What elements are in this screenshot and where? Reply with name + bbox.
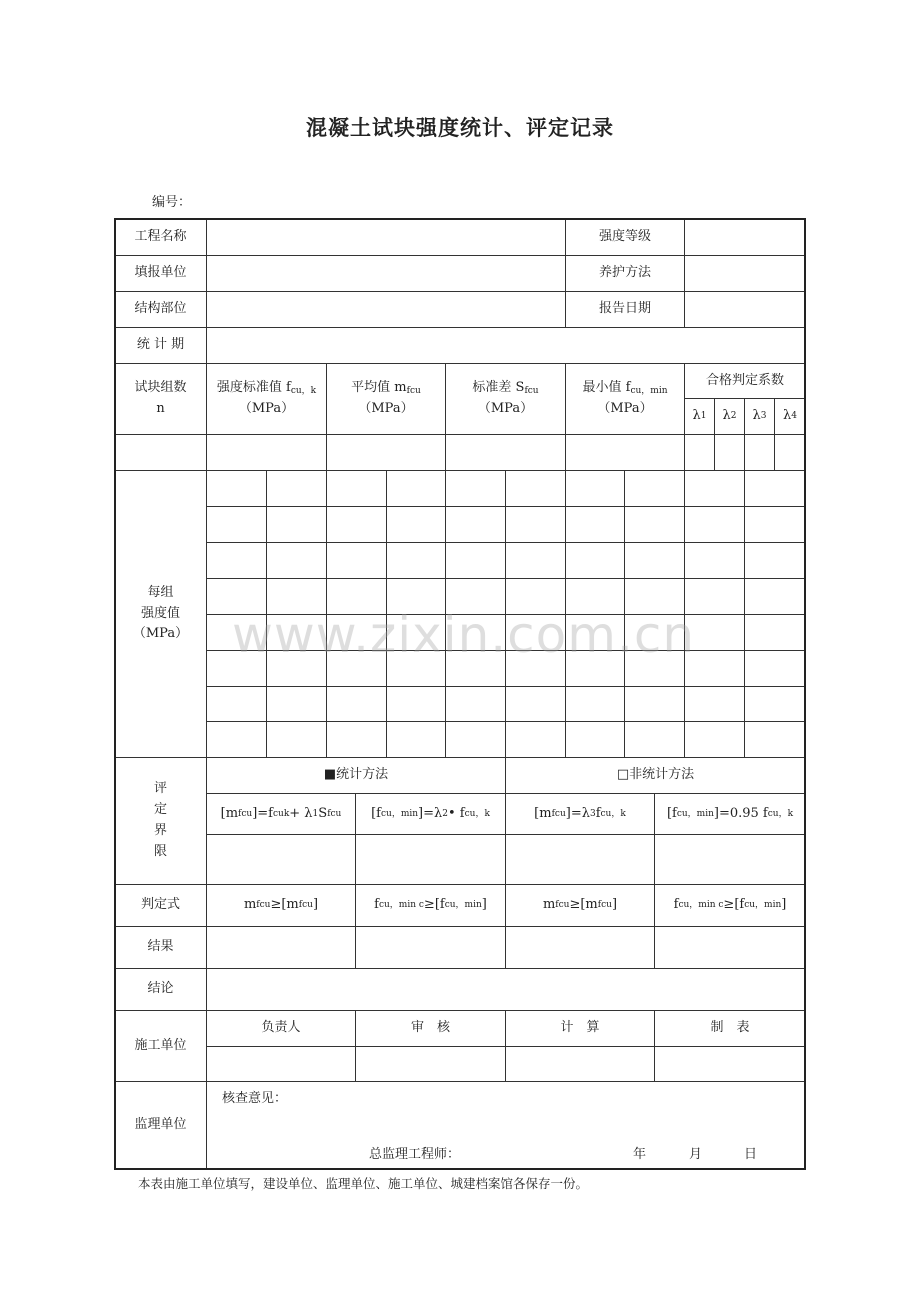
label-std-dev: 标准差 $S_{fcu}$ （MPa） [445,363,566,435]
strength-value-cell[interactable] [445,686,506,722]
day-label: 日 [744,1147,758,1162]
input-structure_part[interactable] [206,291,566,328]
input-stat-period[interactable] [206,327,806,364]
judge-formula-3: m fcu ≥[m fcu ] [505,884,655,927]
strength-value-cell[interactable] [744,506,806,543]
strength-value-cell[interactable] [206,542,267,579]
strength-value-cell[interactable] [326,686,387,722]
strength-value-cell[interactable] [206,470,267,507]
strength-value-cell[interactable] [386,686,446,722]
label-reporting_unit: 填报单位 [114,255,207,292]
strength-value-cell[interactable] [505,542,566,579]
label-eval-limits: 评 定 界 限 [114,757,207,885]
stat-value-cell[interactable] [565,434,685,471]
result-cell[interactable] [505,926,655,969]
group-count-n: n [156,401,165,416]
strength-value-cell[interactable] [684,721,745,758]
judge-formula-1: m fcu ≥[m fcu ] [206,884,356,927]
label-judge: 判定式 [114,884,207,927]
formula-1: [m fcu ]=f cuk + λ 1 S fcu [206,793,356,835]
strength-value-cell[interactable] [505,506,566,543]
label-avg-value: 平均值 $m_{fcu}$ （MPa） [326,363,446,435]
strength-value-cell[interactable] [266,470,327,507]
strength-value-cell[interactable] [206,686,267,722]
strength-value-cell[interactable] [684,542,745,579]
label-supervision-unit: 监理单位 [114,1081,207,1170]
strength-value-cell[interactable] [326,721,387,758]
stat-value-cell[interactable] [445,434,566,471]
signature-cell[interactable] [355,1046,506,1082]
strength-value-cell[interactable] [624,721,685,758]
label-review: 审 核 [355,1010,506,1047]
strength-value-cell[interactable] [386,470,446,507]
stat-value-cell[interactable] [206,434,327,471]
page-title: 混凝土试块强度统计、评定记录 [306,116,614,140]
signature-cell[interactable] [206,1046,356,1082]
strength-value-cell[interactable] [445,542,506,579]
limit-value-cell[interactable] [355,834,506,885]
strength-value-cell[interactable] [565,721,625,758]
input-project_name[interactable] [206,218,566,256]
label-lambda-4: λ 4 [774,398,806,435]
check-opinion-label: 核查意见： [222,1091,288,1106]
stat-method-option[interactable]: ■统计方法 [206,757,506,794]
strength-value-cell[interactable] [266,686,327,722]
lambda-value-cell[interactable] [744,434,775,471]
input-strength_grade[interactable] [684,218,806,256]
strength-value-cell[interactable] [326,470,387,507]
strength-value-cell[interactable] [624,506,685,543]
lambda-value-cell[interactable] [774,434,806,471]
nonstat-method-option[interactable]: □非统计方法 [505,757,806,794]
label-lambda-2: λ 2 [714,398,745,435]
label-report_date: 报告日期 [565,291,685,328]
label-responsible: 负责人 [206,1010,356,1047]
strength-value-cell[interactable] [505,470,566,507]
strength-value-cell[interactable] [744,686,806,722]
label-project_name: 工程名称 [114,218,207,256]
strength-value-cell[interactable] [744,721,806,758]
label-curing_method: 养护方法 [565,255,685,292]
strength-value-cell[interactable] [565,686,625,722]
strength-value-cell[interactable] [505,686,566,722]
strength-value-cell[interactable] [744,542,806,579]
strength-value-cell[interactable] [565,470,625,507]
label-lambda-1: λ 1 [684,398,715,435]
strength-value-cell[interactable] [206,506,267,543]
label-conclusion: 结论 [114,968,207,1011]
strength-value-cell[interactable] [445,506,506,543]
signature-cell[interactable] [505,1046,655,1082]
label-std-value: 强度标准值 $f_{cu,k}$ （MPa） [206,363,327,435]
label-group-count [114,363,207,435]
limit-value-cell[interactable] [505,834,655,885]
watermark: www.zixin.com.cn [232,606,696,664]
label-stat-period: 统 计 期 [114,327,207,364]
label-min-value: 最小值 $f_{cu,min}$ （MPa） [565,363,685,435]
result-cell[interactable] [355,926,506,969]
strength-value-cell[interactable] [266,721,327,758]
lambda-value-cell[interactable] [684,434,715,471]
year-label: 年 [633,1147,647,1162]
label-qual-coef: 合格判定系数 [684,363,806,399]
input-reporting_unit[interactable] [206,255,566,292]
strength-value-cell[interactable] [744,578,806,615]
strength-value-cell[interactable] [326,506,387,543]
result-cell[interactable] [206,926,356,969]
label-calc: 计 算 [505,1010,655,1047]
limit-value-cell[interactable] [654,834,806,885]
stat-value-cell[interactable] [326,434,446,471]
lambda-value-cell[interactable] [714,434,745,471]
label-result: 结果 [114,926,207,969]
judge-formula-4: f cu，min c ≥[f cu，min ] [654,884,806,927]
conclusion-input[interactable] [206,968,806,1011]
strength-value-cell[interactable] [684,506,745,543]
judge-formula-2: f cu，min c ≥[f cu，min ] [355,884,506,927]
strength-value-cell[interactable] [326,542,387,579]
strength-value-cell[interactable] [684,470,745,507]
strength-value-cell[interactable] [565,506,625,543]
strength-value-cell[interactable] [386,721,446,758]
input-curing_method[interactable] [684,255,806,292]
strength-value-cell[interactable] [386,542,446,579]
strength-value-cell[interactable] [744,650,806,687]
strength-value-cell[interactable] [565,542,625,579]
month-label: 月 [689,1147,703,1162]
doc-number-label: 编号： [152,195,192,210]
strength-value-cell[interactable] [624,686,685,722]
strength-value-cell[interactable] [266,542,327,579]
formula-4: [f cu，min ]=0.95 f cu，k [654,793,806,835]
strength-value-cell[interactable] [624,470,685,507]
formula-2: [f cu，min ]=λ 2 • f cu，k [355,793,506,835]
strength-value-cell[interactable] [744,614,806,651]
strength-value-cell[interactable] [445,721,506,758]
strength-value-cell[interactable] [206,721,267,758]
footnote: 本表由施工单位填写，建设单位、监理单位、施工单位、城建档案馆各保存一份。 [138,1176,589,1191]
limit-value-cell[interactable] [206,834,356,885]
formula-3: [m fcu ]=λ 3 f cu，k [505,793,655,835]
result-cell[interactable] [654,926,806,969]
stat-value-cell[interactable] [114,434,207,471]
chief-engineer-label: 总监理工程师： [369,1147,461,1162]
group-count-text: 试块组数 [134,380,187,396]
strength-value-cell[interactable] [445,470,506,507]
strength-value-cell[interactable] [505,721,566,758]
input-report_date[interactable] [684,291,806,328]
strength-value-cell[interactable] [266,506,327,543]
strength-value-cell[interactable] [624,542,685,579]
label-tabulate: 制 表 [654,1010,806,1047]
strength-value-cell[interactable] [684,686,745,722]
label-construction-unit: 施工单位 [114,1010,207,1082]
signature-cell[interactable] [654,1046,806,1082]
label-strength_grade: 强度等级 [565,218,685,256]
label-structure_part: 结构部位 [114,291,207,328]
strength-value-cell[interactable] [386,506,446,543]
supervision-opinion-box[interactable] [206,1081,806,1170]
label-lambda-3: λ 3 [744,398,775,435]
label-each-group: 每组 强度值 （MPa） [114,470,207,758]
strength-value-cell[interactable] [744,470,806,507]
